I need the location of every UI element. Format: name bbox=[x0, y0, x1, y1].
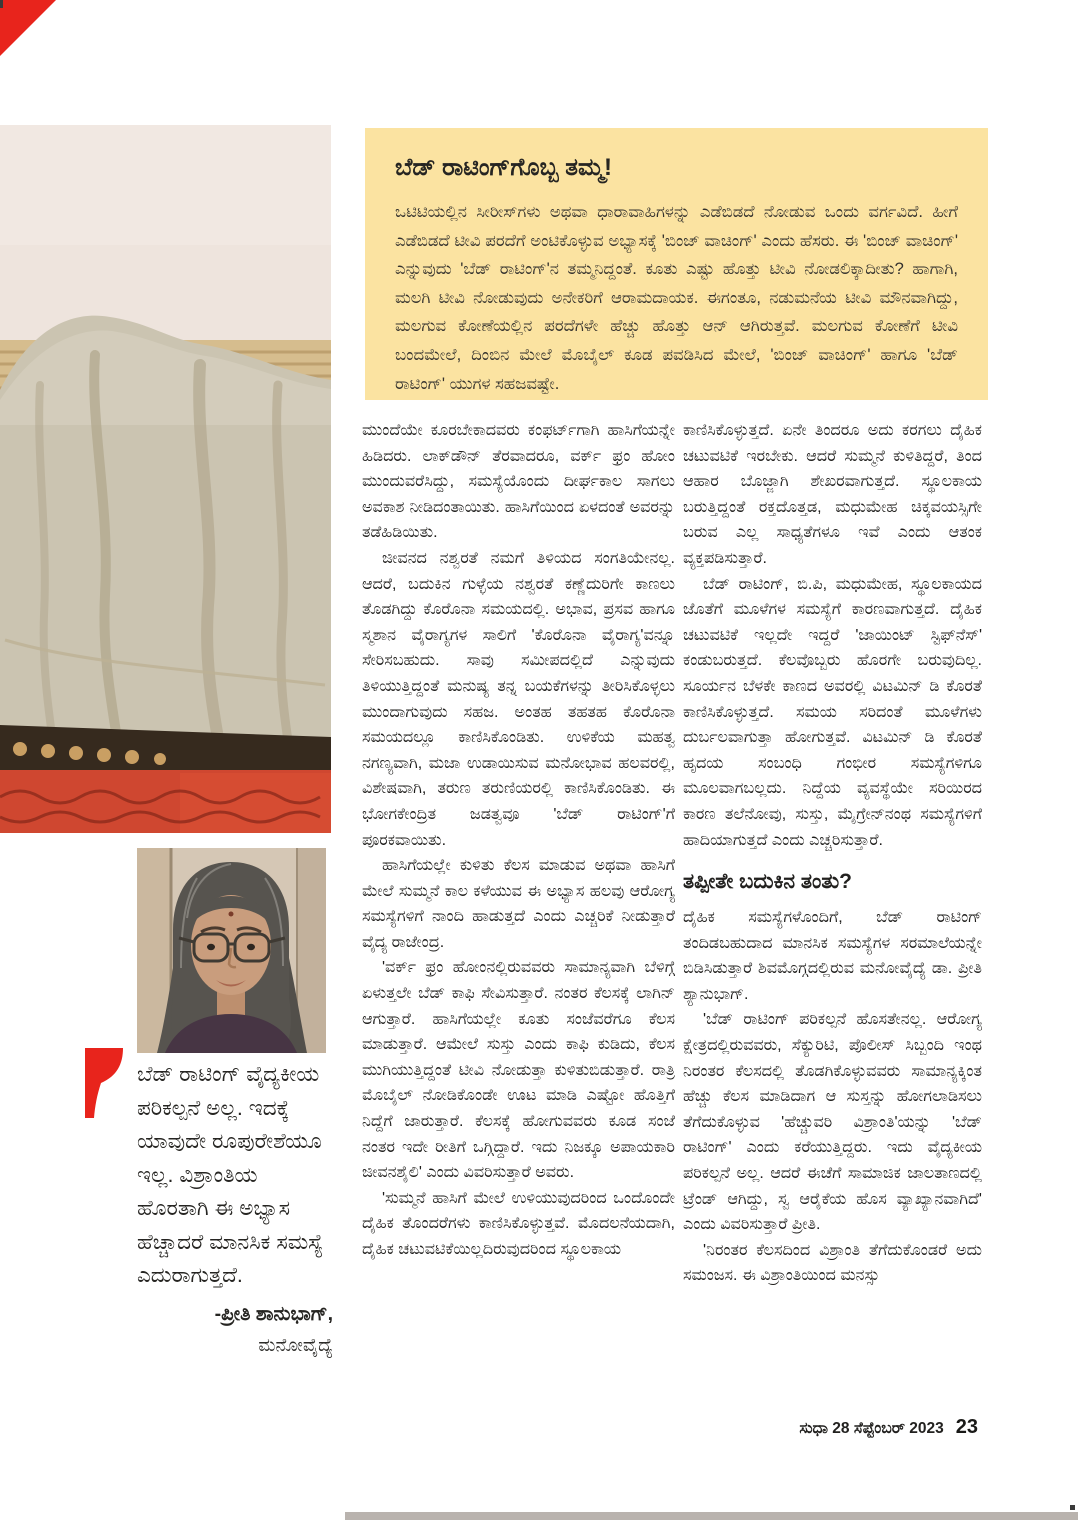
infobox-body: ಒಟಿಟಿಯಲ್ಲಿನ ಸೀರೀಸ್‌ಗಳು ಅಥವಾ ಧಾರಾವಾಹಿಗಳನ್ನು ಎಡೆಬಿಡದೆ ನೋಡುವ ಒಂದು ವರ್ಗವಿದೆ. ಹೀಗೆ ಎಡೆಬಿಡದೆ ಟೀವಿ ಪರದೆಗೆ ಅಂಟಿಕೊಳ್ಳುವ ಅಭ್ಯಾಸಕ್ಕೆ 'ಬಿಂಜ್ ವಾಚಿಂಗ್' ಎಂದು ಹೆಸರು. ಈ 'ಬಿಂಜ್ ವಾಚಿಂಗ್' ಎನ್ನುವುದು 'ಬೆಡ್ ರಾಟಿಂಗ್'ನ ತಮ್ಮನಿದ್ದಂತೆ. ಕೂತು ಎಷ್ಟು ಹೊತ್ತು ಟೀವಿ ನೋಡಲಿಕ್ಕಾದೀತು? ಹಾಗಾಗಿ, ಮಲಗಿ ಟೀವಿ ನೋಡುವುದು ಅನೇಕರಿಗೆ ಆರಾಮದಾಯಕ. ಈಗಂತೂ, ನಡುಮನೆಯ ಟೀವಿ ಮೌನವಾಗಿದ್ದು, ಮಲಗುವ ಕೋಣೆಯಲ್ಲಿನ ಪರದೆಗಳೇ ಹೆಚ್ಚು ಹೊತ್ತು ಆನ್ ಆಗಿರುತ್ತವೆ. ಮಲಗುವ ಕೋಣೆಗೆ ಟೀವಿ ಬಂದಮೇಲೆ, ದಿಂಬಿನ ಮೇಲೆ ಮೊಬೈಲ್ ಕೂಡ ಪವಡಿಸಿದ ಮೇಲೆ, 'ಬಿಂಜ್ ವಾಚಿಂಗ್' ಹಾಗೂ 'ಬೆಡ್ ರಾಟಿಂಗ್' ಯುಗಳ ಸಹಜವಷ್ಟೇ. bbox=[395, 203, 958, 393]
bed-blanket-photo-art bbox=[0, 125, 331, 833]
paragraph: ಬೆಡ್ ರಾಟಿಂಗ್, ಬಿ.ಪಿ, ಮಧುಮೇಹ, ಸ್ಥೂಲಕಾಯದ ಜೊತೆಗೆ ಮೂಳೆಗಳ ಸಮಸ್ಯೆಗೆ ಕಾರಣವಾಗುತ್ತದೆ. ದೈಹಿಕ ಚಟುವಟಿಕೆ ಇಲ್ಲದೇ ಇದ್ದರೆ 'ಜಾಯಿಂಟ್ ಸ್ಟಿಫ್‌ನೆಸ್' ಕಂಡುಬರುತ್ತದೆ. ಕೆಲವೊಬ್ಬರು ಹೊರಗೇ ಬರುವುದಿಲ್ಲ. ಸೂರ್ಯನ ಬೆಳಕೇ ಕಾಣದ ಅವರಲ್ಲಿ ವಿಟಮಿನ್ ಡಿ ಕೊರತೆ ಕಾಣಿಸಿಕೊಳ್ಳುತ್ತದೆ. ಸಮಯ ಸರಿದಂತೆ ಮೂಳೆಗಳು ದುರ್ಬಲವಾಗುತ್ತಾ ಹೋಗುತ್ತವೆ. ವಿಟಮಿನ್ ಡಿ ಕೊರತೆ ಹೃದಯ ಸಂಬಂಧಿ ಗಂಭೀರ ಸಮಸ್ಯೆಗಳಿಗೂ ಮೂಲವಾಗಬಲ್ಲದು. ನಿದ್ದೆಯ ವ್ಯವಸ್ಥೆಯೇ ಸರಿಯಿರದ ಕಾರಣ ತಲೆನೋವು, ಸುಸ್ತು, ಮೈಗ್ರೇನ್‌ನಂಥ ಸಮಸ್ಯೆಗಳಿಗೆ ಹಾದಿಯಾಗುತ್ತದೆ ಎಂದು ಎಚ್ಚರಿಸುತ್ತಾರೆ. bbox=[683, 575, 982, 849]
corner-accent-triangle bbox=[0, 0, 56, 56]
scan-mark-bottom-right bbox=[1070, 1505, 1075, 1510]
pull-quote-text: ಬೆಡ್ ರಾಟಿಂಗ್ ವೈದ್ಯಕೀಯ ಪರಿಕಲ್ಪನೆ ಅಲ್ಲ. ಇದಕ್ಕೆ ಯಾವುದೇ ರೂಪುರೇಶೆಯೂ ಇಲ್ಲ. ವಿಶ್ರಾಂತಿಯ ಹೊರತಾಗಿ ಈ ಅಭ್ಯಾಸ ಹೆಚ್ಚಾದರೆ ಮಾನಸಿಕ ಸಮಸ್ಯೆ ಎದುರಾಗುತ್ತದೆ. bbox=[137, 1062, 324, 1287]
infobox-title: ಬೆಡ್ ರಾಟಿಂಗ್‌ಗೊಬ್ಬ ತಮ್ಮ! bbox=[395, 154, 613, 181]
page-footer bbox=[799, 1416, 978, 1439]
paragraph: 'ವರ್ಕ್ ಫ್ರಂ ಹೋಂನಲ್ಲಿರುವವರು ಸಾಮಾನ್ಯವಾಗಿ ಬೆಳಿಗ್ಗೆ ಏಳುತ್ತಲೇ ಬೆಡ್ ಕಾಫಿ ಸೇವಿಸುತ್ತಾರೆ. ನಂತರ ಕೆಲಸಕ್ಕೆ ಲಾಗಿನ್ ಆಗುತ್ತಾರೆ. ಹಾಸಿಗೆಯಲ್ಲೇ ಕೂತು ಸಂಜೆವರೆಗೂ ಕೆಲಸ ಮಾಡುತ್ತಾರೆ. ಆಮೇಲೆ ಸುಸ್ತು ಎಂದು ಕಾಫಿ ಕುಡಿದು, ಕೆಲಸ ಮುಗಿಯುತ್ತಿದ್ದಂತೆ ಟೀವಿ ನೋಡುತ್ತಾ ಕುಳಿತುಬಿಡುತ್ತಾರೆ. ರಾತ್ರಿ ಮೊಬೈಲ್ ನೋಡಿಕೊಂಡೇ ಊಟ ಮಾಡಿ ಎಷ್ಟೋ ಹೊತ್ತಿಗೆ ನಿದ್ದೆಗೆ ಜಾರುತ್ತಾರೆ. ಕೆಲಸಕ್ಕೆ ಹೋಗುವವರು ಕೂಡ ಸಂಜೆ ನಂತರ ಇದೇ ರೀತಿಗೆ ಒಗ್ಗಿದ್ದಾರೆ. ಇದು ನಿಜಕ್ಕೂ ಅಪಾಯಕಾರಿ ಜೀವನಶೈಲಿ' ಎಂದು ವಿವರಿಸುತ್ತಾರೆ ಅವರು. bbox=[362, 959, 675, 1182]
paragraph: 'ಬೆಡ್ ರಾಟಿಂಗ್ ಪರಿಕಲ್ಪನೆ ಹೊಸತೇನಲ್ಲ. ಆರೋಗ್ಯ ಕ್ಷೇತ್ರದಲ್ಲಿರುವವರು, ಸೆಕ್ಯುರಿಟಿ, ಪೊಲೀಸ್ ಸಿಬ್ಬಂದಿ ಇಂಥ ನಿರಂತರ ಕೆಲಸದಲ್ಲಿ ತೊಡಗಿಕೊಳ್ಳುವವರು ಸಾಮಾನ್ಯಕ್ಕಿಂತ ಹೆಚ್ಚು ಕೆಲಸ ಮಾಡಿದಾಗ ಆ ಸುಸ್ತನ್ನು ಹೋಗಲಾಡಿಸಲು ತೆಗೆದುಕೊಳ್ಳುವ 'ಹೆಚ್ಚುವರಿ ವಿಶ್ರಾಂತಿ'ಯನ್ನು 'ಬೆಡ್ ರಾಟಿಂಗ್' ಎಂದು ಕರೆಯುತ್ತಿದ್ದರು. ಇದು ವೈದ್ಯಕೀಯ ಪರಿಕಲ್ಪನೆ ಅಲ್ಲ. ಆದರೆ ಈಚೆಗೆ ಸಾಮಾಜಿಕ ಜಾಲತಾಣದಲ್ಲಿ ಟ್ರೆಂಡ್ ಆಗಿದ್ದು, ಸ್ವ ಆರೈಕೆಯ ಹೊಸ ವ್ಯಾಖ್ಯಾನವಾಗಿದೆ' ಎಂದು ವಿವರಿಸುತ್ತಾರೆ ಪ್ರೀತಿ. bbox=[683, 1011, 982, 1234]
article-column-2 bbox=[683, 418, 982, 1289]
paragraph: ಮುಂದೆಯೇ ಕೂರಬೇಕಾದವರು ಕಂಫರ್ಟ್‌ಗಾಗಿ ಹಾಸಿಗೆಯನ್ನೇ ಹಿಡಿದರು. ಲಾಕ್‌ಡೌನ್ ತೆರವಾದರೂ, ವರ್ಕ್ ಫ್ರಂ ಹೋಂ ಮುಂದುವರೆಸಿದ್ದು, ಸಮಸ್ಯೆಯೊಂದು ದೀರ್ಘಕಾಲ ಸಾಗಲು ಅವಕಾಶ ನೀಡಿದಂತಾಯಿತು. ಹಾಸಿಗೆಯಿಂದ ಏಳದಂತೆ ಅವರನ್ನು ತಡೆಹಿಡಿಯಿತು. bbox=[362, 422, 675, 542]
article-column-1 bbox=[362, 418, 675, 1263]
footer-page-number: 23 bbox=[955, 1416, 978, 1438]
scan-mark-top-left bbox=[0, 0, 3, 8]
bed-blanket-photo bbox=[0, 125, 331, 833]
portrait-photo-art bbox=[137, 848, 326, 1053]
paragraph: 'ಸುಮ್ಮನೆ ಹಾಸಿಗೆ ಮೇಲೆ ಉಳಿಯುವುದರಿಂದ ಒಂದೊಂದೇ ದೈಹಿಕ ತೊಂದರೆಗಳು ಕಾಣಿಸಿಕೊಳ್ಳುತ್ತವೆ. ಮೊದಲನೆಯದಾಗಿ, ದೈಹಿಕ ಚಟುವಟಿಕೆಯಿಲ್ಲದಿರುವುದರಿಂದ ಸ್ಥೂಲಕಾಯ bbox=[362, 1189, 675, 1258]
pull-quote-role: ಮನೋವೈದ್ಯೆ bbox=[258, 1334, 333, 1355]
intro-infobox bbox=[365, 128, 988, 400]
paragraph: 'ನಿರಂತರ ಕೆಲಸದಿಂದ ವಿಶ್ರಾಂತಿ ತೆಗೆದುಕೊಂಡರೆ ಅದು ಸಮಂಜಸ. ಈ ವಿಶ್ರಾಂತಿಯಿಂದ ಮನಸ್ಸು bbox=[683, 1241, 982, 1285]
bottom-scan-edge bbox=[345, 1512, 1078, 1520]
paragraph: ದೈಹಿಕ ಸಮಸ್ಯೆಗಳೊಂದಿಗೆ, ಬೆಡ್ ರಾಟಿಂಗ್ ತಂದಿಡಬಹುದಾದ ಮಾನಸಿಕ ಸಮಸ್ಯೆಗಳ ಸರಮಾಲೆಯನ್ನೇ ಬಿಡಿಸಿಡುತ್ತಾರೆ ಶಿವಮೊಗ್ಗದಲ್ಲಿರುವ ಮನೋವೈದ್ಯೆ ಡಾ. ಪ್ರೀತಿ ಶ್ಯಾನುಭಾಗ್. bbox=[683, 909, 982, 1003]
section-subhead: ತಪ್ಪೀತೇ ಬದುಕಿನ ತಂತು? bbox=[683, 870, 852, 894]
quote-mark-icon bbox=[85, 1048, 123, 1118]
portrait-photo bbox=[137, 848, 326, 1053]
paragraph: ಕಾಣಿಸಿಕೊಳ್ಳುತ್ತದೆ. ಏನೇ ತಿಂದರೂ ಅದು ಕರಗಲು ದೈಹಿಕ ಚಟುವಟಿಕೆ ಇರಬೇಕು. ಆದರೆ ಸುಮ್ಮನೆ ಕುಳಿತಿದ್ದರೆ, ತಿಂದ ಆಹಾರ ಬೊಜ್ಜಾಗಿ ಶೇಖರವಾಗುತ್ತದೆ. ಸ್ಥೂಲಕಾಯ ಬರುತ್ತಿದ್ದಂತೆ ರಕ್ತದೊತ್ತಡ, ಮಧುಮೇಹ ಚಿಕ್ಕವಯಸ್ಸಿಗೇ ಬರುವ ಎಲ್ಲ ಸಾಧ್ಯತೆಗಳೂ ಇವೆ ಎಂದು ಆತಂಕ ವ್ಯಕ್ತಪಡಿಸುತ್ತಾರೆ. bbox=[683, 422, 982, 567]
paragraph: ಜೀವನದ ನಶ್ವರತೆ ನಮಗೆ ತಿಳಿಯದ ಸಂಗತಿಯೇನಲ್ಲ. ಆದರೆ, ಬದುಕಿನ ಗುಳ್ಳೆಯ ನಶ್ವರತೆ ಕಣ್ಣೆದುರಿಗೇ ಕಾಣಲು ತೊಡಗಿದ್ದು ಕೊರೊನಾ ಸಮಯದಲ್ಲಿ. ಅಭಾವ, ಪ್ರಸವ ಹಾಗೂ ಸ್ಮಶಾನ ವೈರಾಗ್ಯಗಳ ಸಾಲಿಗೆ 'ಕೊರೊನಾ ವೈರಾಗ್ಯ'ವನ್ನೂ ಸೇರಿಸಬಹುದು. ಸಾವು ಸಮೀಪದಲ್ಲಿದೆ ಎನ್ನುವುದು ತಿಳಿಯುತ್ತಿದ್ದಂತೆ ಮನುಷ್ಯ ತನ್ನ ಬಯಕೆಗಳನ್ನು ತೀರಿಸಿಕೊಳ್ಳಲು ಮುಂದಾಗುವುದು ಸಹಜ. ಅಂತಹ ತಹತಹ ಕೊರೊನಾ ಸಮಯದಲ್ಲೂ ಕಾಣಿಸಿಕೊಂಡಿತು. ಉಳಿಕೆಯ ಮಹತ್ವ ನಗಣ್ಯವಾಗಿ, ಮಜಾ ಉಡಾಯಿಸುವ ಮನೋಭಾವ ಹಲವರಲ್ಲಿ, ವಿಶೇಷವಾಗಿ, ತರುಣ ತರುಣಿಯರಲ್ಲಿ ಕಾಣಿಸಿಕೊಂಡಿತು. ಈ ಭೋಗಕೇಂದ್ರಿತ ಜಡತ್ವವೂ 'ಬೆಡ್ ರಾಟಿಂಗ್'ಗೆ ಪೂರಕವಾಯಿತು. bbox=[362, 549, 675, 849]
pull-quote bbox=[137, 1058, 333, 1357]
pull-quote-author: -ಪ್ರೀತಿ ಶಾನುಭಾಗ್, bbox=[214, 1302, 333, 1325]
paragraph: ಹಾಸಿಗೆಯಲ್ಲೇ ಕುಳಿತು ಕೆಲಸ ಮಾಡುವ ಅಥವಾ ಹಾಸಿಗೆ ಮೇಲೆ ಸುಮ್ಮನೆ ಕಾಲ ಕಳೆಯುವ ಈ ಅಭ್ಯಾಸ ಹಲವು ಆರೋಗ್ಯ ಸಮಸ್ಯೆಗಳಿಗೆ ನಾಂದಿ ಹಾಡುತ್ತದೆ ಎಂದು ಎಚ್ಚರಿಕೆ ನೀಡುತ್ತಾರೆ ವೈದ್ಯ ರಾಜೇಂದ್ರ. bbox=[362, 857, 675, 951]
footer-issue: ಸುಧಾ 28 ಸೆಪ್ಟೆಂಬರ್ 2023 bbox=[799, 1420, 944, 1437]
